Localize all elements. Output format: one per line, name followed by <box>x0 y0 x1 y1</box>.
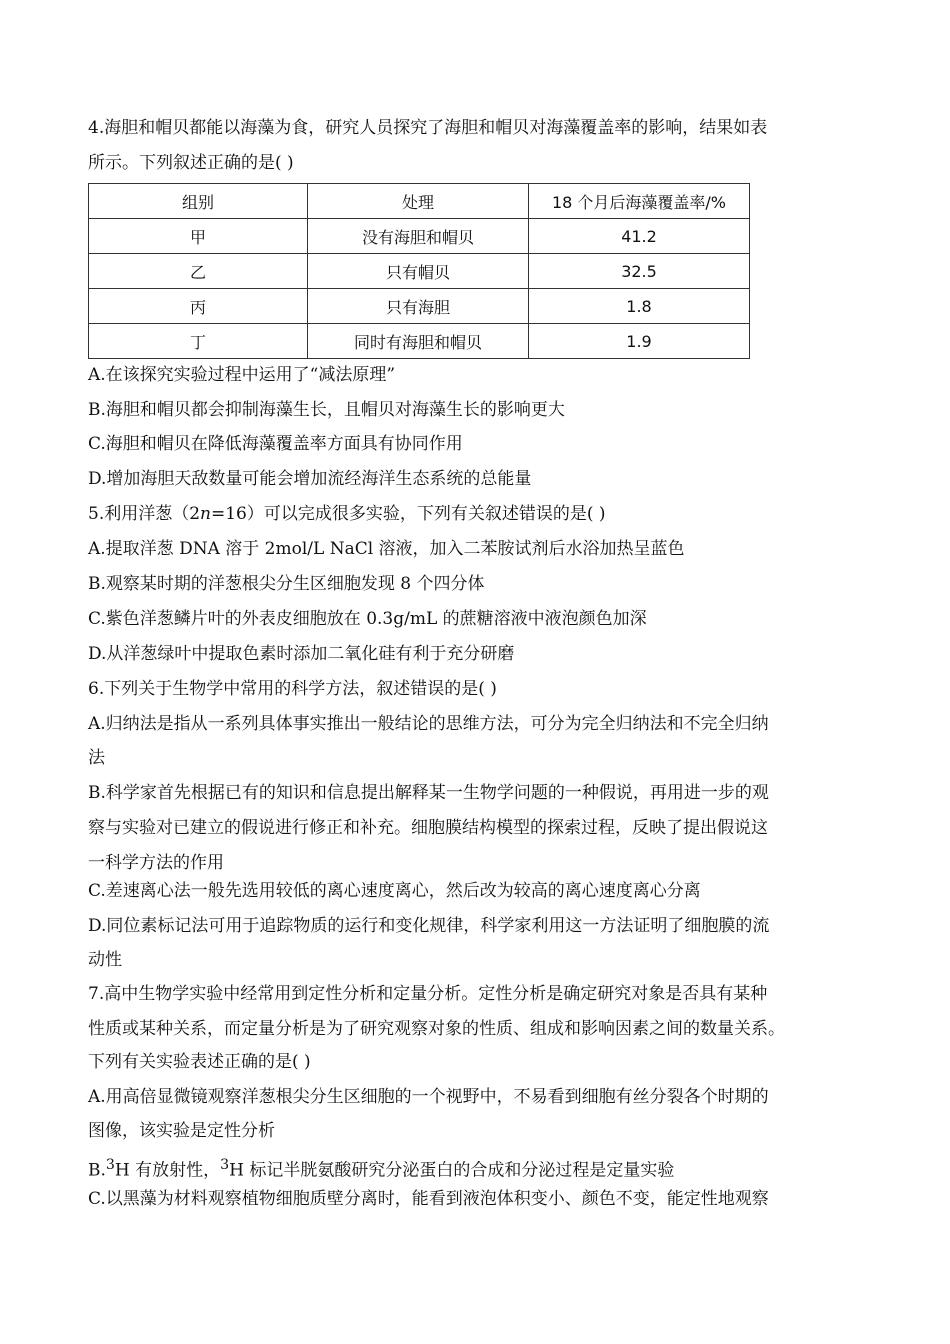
q4-stem-line-2: 所示。下列叙述正确的是( ) <box>88 153 294 173</box>
table-cell-group: 乙 <box>89 254 308 289</box>
q5-option-c: C.紫色洋葱鳞片叶的外表皮细胞放在 0.3g/mL 的蔗糖溶液中液泡颜色加深 <box>88 609 647 629</box>
table-cell-group: 丙 <box>89 289 308 324</box>
table-header-treatment: 处理 <box>308 184 529 219</box>
q5-option-a: A.提取洋葱 DNA 溶于 2mol/L NaCl 溶液，加入二苯胺试剂后水浴加热呈蓝色 <box>88 539 685 559</box>
q5-stem-variable: n <box>200 504 211 524</box>
table-cell-group: 甲 <box>89 219 308 254</box>
q7-option-c-line-1: C.以黑藻为材料观察植物细胞质壁分离时，能看到液泡体积变小、颜色不变，能定性地观察 <box>88 1189 769 1209</box>
q7-option-b-post: H 标记半胱氨酸研究分泌蛋白的合成和分泌过程是定量实验 <box>229 1160 675 1181</box>
q6-option-a-line-1: A.归纳法是指从一系列具体事实推出一般结论的思维方法，可分为完全归纳法和不完全归纳 <box>88 714 769 734</box>
q4-data-table <box>88 183 750 359</box>
table-cell-treatment: 同时有海胆和帽贝 <box>308 324 529 359</box>
table-cell-coverage: 32.5 <box>529 254 750 289</box>
table-cell-treatment: 只有帽贝 <box>308 254 529 289</box>
q6-option-b-line-1: B.科学家首先根据已有的知识和信息提出解释某一生物学问题的一种假说，再用进一步的观 <box>88 783 769 803</box>
q6-option-d-line-1: D.同位素标记法可用于追踪物质的运行和变化规律，科学家利用这一方法证明了细胞膜的流 <box>88 916 770 936</box>
q4-option-a: A.在该探究实验过程中运用了“减法原理” <box>88 365 396 385</box>
q7-option-b <box>88 1153 674 1183</box>
q4-option-b: B.海胆和帽贝都会抑制海藻生长，且帽贝对海藻生长的影响更大 <box>88 400 565 420</box>
q7-option-b-superscript: 3 <box>105 1157 115 1173</box>
table-header-coverage: 18 个月后海藻覆盖率/% <box>529 184 750 219</box>
q7-stem-line-1: 7.高中生物学实验中经常用到定性分析和定量分析。定性分析是确定研究对象是否具有某种 <box>88 984 768 1004</box>
q6-option-d-line-2: 动性 <box>88 950 122 970</box>
q7-option-b-mid: H 有放射性， <box>114 1160 221 1181</box>
table-cell-coverage: 1.8 <box>529 289 750 324</box>
q6-option-c: C.差速离心法一般先选用较低的离心速度离心，然后改为较高的离心速度离心分离 <box>88 881 701 901</box>
q4-option-c: C.海胆和帽贝在降低海藻覆盖率方面具有协同作用 <box>88 434 463 454</box>
q4-stem-line-1: 4.海胆和帽贝都能以海藻为食，研究人员探究了海胆和帽贝对海藻覆盖率的影响，结果如表 <box>88 118 768 138</box>
q7-option-a-line-2: 图像，该实验是定性分析 <box>88 1121 275 1141</box>
q5-option-b: B.观察某时期的洋葱根尖分生区细胞发现 8 个四分体 <box>88 574 485 594</box>
table-cell-group: 丁 <box>89 324 308 359</box>
q6-option-b-line-3: 一科学方法的作用 <box>88 853 224 873</box>
table-row <box>89 219 750 254</box>
q5-option-d: D.从洋葱绿叶中提取色素时添加二氧化硅有利于充分研磨 <box>88 644 515 664</box>
q7-option-b-superscript: 3 <box>220 1157 230 1173</box>
table-cell-coverage: 41.2 <box>529 219 750 254</box>
q5-stem-pre: 5.利用洋葱（2 <box>88 504 201 524</box>
table-cell-treatment: 只有海胆 <box>308 289 529 324</box>
q5-stem <box>88 502 606 526</box>
q6-option-a-line-2: 法 <box>88 748 105 768</box>
q4-option-d: D.增加海胆天敌数量可能会增加流经海洋生态系统的总能量 <box>88 469 532 489</box>
table-cell-treatment: 没有海胆和帽贝 <box>308 219 529 254</box>
table-header-row <box>89 184 750 219</box>
table-cell-coverage: 1.9 <box>529 324 750 359</box>
q7-stem-line-3: 下列有关实验表述正确的是( ) <box>88 1052 311 1072</box>
q6-stem: 6.下列关于生物学中常用的科学方法，叙述错误的是( ) <box>88 679 497 699</box>
q7-option-a-line-1: A.用高倍显微镜观察洋葱根尖分生区细胞的一个视野中，不易看到细胞有丝分裂各个时期的 <box>88 1087 769 1107</box>
table-row <box>89 254 750 289</box>
table-row <box>89 289 750 324</box>
q5-stem-post: =16）可以完成很多实验，下列有关叙述错误的是( ) <box>211 504 606 524</box>
table-row <box>89 324 750 359</box>
table-header-group: 组别 <box>89 184 308 219</box>
q7-option-b-pre: B. <box>88 1160 106 1181</box>
q6-option-b-line-2: 察与实验对已建立的假说进行修正和补充。细胞膜结构模型的探索过程，反映了提出假说这 <box>88 818 768 838</box>
q7-stem-line-2: 性质或某种关系，而定量分析是为了研究观察对象的性质、组成和影响因素之间的数量关系。 <box>88 1019 785 1039</box>
